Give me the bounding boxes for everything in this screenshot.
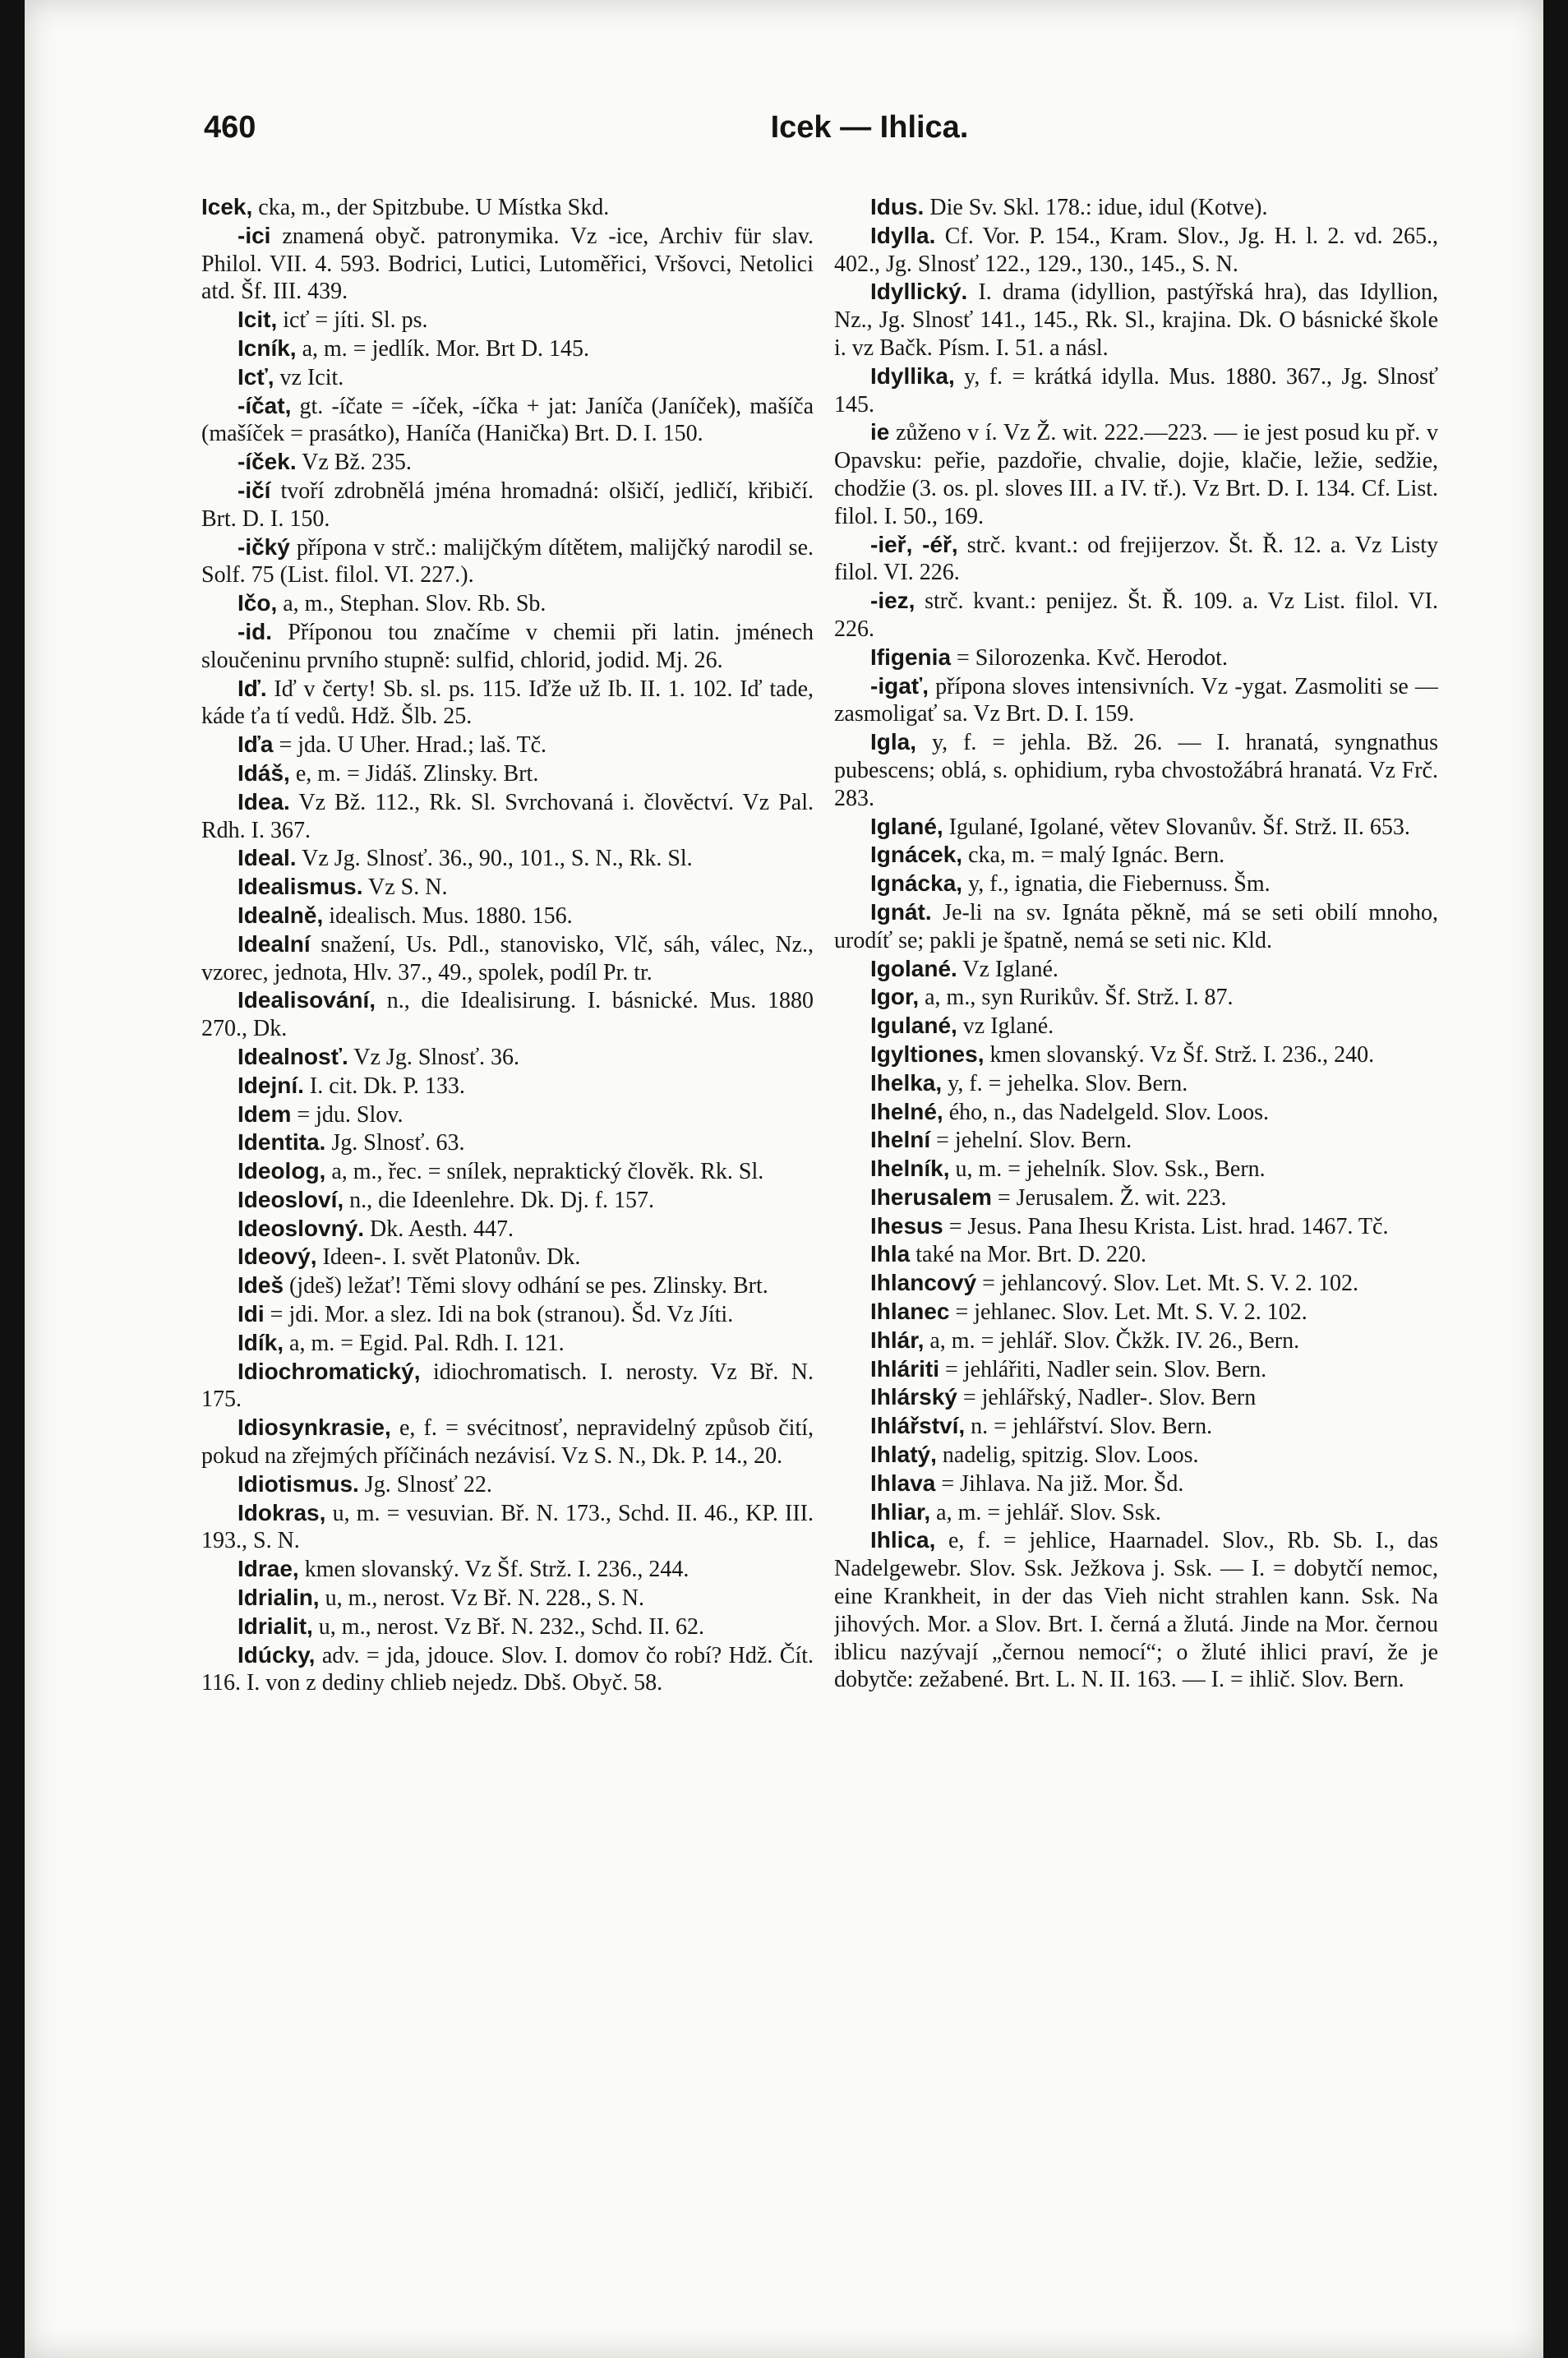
entry-text: ého, n., das Nadelgeld. Slov. Loos. bbox=[948, 1099, 1270, 1125]
entry-text: cka, m. = malý Ignác. Bern. bbox=[968, 842, 1225, 869]
entry-headword: Ideal. bbox=[238, 845, 297, 871]
entry-headword: Ihlatý, bbox=[870, 1442, 937, 1468]
entry-headword: Ideový, bbox=[238, 1244, 317, 1270]
entry-text: adv. = jda, jdouce. Slov. I. domov čo robí? Hdž. Čít. 116. I. von z dediny chlieb nejedz. Dbš. Obyč. 58. bbox=[201, 1642, 814, 1696]
entry-headword: Igyltiones, bbox=[870, 1041, 985, 1067]
entry-headword: Idus. bbox=[870, 194, 925, 219]
dictionary-entry bbox=[201, 731, 814, 759]
entry-headword: Ihlanec bbox=[870, 1299, 950, 1325]
dictionary-entry bbox=[201, 193, 814, 222]
dictionary-entry bbox=[201, 1101, 814, 1129]
entry-headword: Ifigenia bbox=[870, 644, 952, 670]
entry-headword: Idejní. bbox=[238, 1072, 304, 1098]
entry-headword: Ignácek, bbox=[870, 842, 963, 868]
entry-headword: Ihlancový bbox=[870, 1270, 977, 1296]
entry-text: = Jihlava. Na již. Mor. Šd. bbox=[941, 1470, 1184, 1497]
left-column bbox=[201, 193, 814, 2297]
dictionary-entry bbox=[201, 1243, 814, 1271]
dictionary-entry bbox=[201, 1215, 814, 1244]
dictionary-entry bbox=[201, 1329, 814, 1358]
entry-text: také na Mor. Brt. D. 220. bbox=[915, 1242, 1146, 1268]
dictionary-entry bbox=[834, 1184, 1438, 1212]
entry-text: strč. kvant.: od frejijerzov. Št. Ř. 12. a. Vz Listy filol. VI. 226. bbox=[834, 532, 1438, 586]
entry-text: = Jesus. Pana Ihesu Krista. List. hrad. 1467. Tč. bbox=[948, 1213, 1389, 1239]
entry-text: e, f. = jehlice, Haarnadel. Slov., Rb. Sb. I., das Nadelgewebr. Slov. Ssk. Ježkova j. Ssk. — I. = dobytčí nemoc, eine Krankheit, in der das Vieh nicht strahlen kann. Ssk. Na jihových. Mor. a Slov. Brt. I. černá a žlutá. Jinde na Mor. černou iblicu nazývají „černou nemocí“; o žluté ihlici praví, že je dobytče: zežabené. Brt. L. N. II. 163. — I. = ihlič. Slov. Bern. bbox=[834, 1528, 1438, 1693]
entry-text: tvoří zdrobnělá jména hromadná: olšičí, jedličí, křibičí. Brt. D. I. 150. bbox=[201, 478, 814, 532]
dictionary-page bbox=[25, 0, 1543, 2358]
entry-headword: Idyllika, bbox=[870, 362, 955, 389]
entry-text: a, m. = jehlář. Slov. Čkžk. IV. 26., Bern. bbox=[929, 1327, 1300, 1354]
entry-headword: Idiosynkrasie, bbox=[238, 1414, 391, 1441]
dictionary-entry bbox=[834, 870, 1438, 898]
entry-text: = Silorozenka. Kvč. Herodot. bbox=[957, 644, 1228, 671]
dictionary-entry bbox=[201, 873, 814, 902]
dictionary-entry bbox=[834, 898, 1438, 955]
entry-text: a, m. = Egid. Pal. Rdh. I. 121. bbox=[289, 1330, 565, 1356]
entry-headword: -íček. bbox=[238, 449, 297, 475]
dictionary-entry bbox=[834, 1298, 1438, 1327]
entry-headword: Idealně, bbox=[238, 902, 324, 928]
entry-headword: Ihliar, bbox=[870, 1498, 931, 1525]
dictionary-entry bbox=[201, 1470, 814, 1499]
entry-text: znamená obyč. patronymika. Vz -ice, Archiv für slav. Philol. VII. 4. 593. Bodrici, Lutici, Lutoměřici, Vršovci, Netolici atd. Šf. III. 439. bbox=[201, 223, 814, 305]
dictionary-entry bbox=[201, 1072, 814, 1101]
entry-text: kmen slovanský. Vz Šf. Strž. I. 236., 244. bbox=[304, 1557, 689, 1583]
entry-text: strč. kvant.: penijez. Št. Ř. 109. a. Vz List. filol. VI. 226. bbox=[834, 588, 1438, 642]
dictionary-entry bbox=[201, 1157, 814, 1186]
entry-headword: Ihlava bbox=[870, 1470, 936, 1496]
entry-text: a, m. = jedlík. Mor. Brt D. 145. bbox=[302, 335, 590, 362]
dictionary-entry bbox=[834, 193, 1438, 222]
entry-text: = jda. U Uher. Hrad.; laš. Tč. bbox=[279, 732, 547, 759]
dictionary-entry bbox=[201, 589, 814, 618]
entry-text: Ideen-. I. svět Platonův. Dk. bbox=[322, 1244, 581, 1271]
dictionary-entry bbox=[201, 477, 814, 533]
entry-headword: Icek, bbox=[201, 194, 253, 219]
entry-headword: Icník, bbox=[238, 335, 297, 361]
dictionary-entry bbox=[834, 1526, 1438, 1694]
entry-headword: Ideosloví, bbox=[238, 1186, 344, 1212]
entry-headword: Ihlářství, bbox=[870, 1413, 966, 1439]
entry-text: y, f. = jehelka. Slov. Bern. bbox=[948, 1070, 1188, 1096]
entry-text: Vz Jg. Slnosť. 36., 90., 101., S. N., Rk. Sl. bbox=[302, 846, 693, 872]
dictionary-entry bbox=[834, 1412, 1438, 1441]
entry-headword: Idea. bbox=[238, 788, 290, 814]
entry-headword: Igulané, bbox=[870, 1013, 957, 1039]
entry-text: Jg. Slnosť. 63. bbox=[331, 1130, 465, 1156]
entry-text: = jdu. Slov. bbox=[297, 1101, 404, 1128]
entry-headword: -ici bbox=[238, 222, 271, 248]
entry-text: u, m. = vesuvian. Bř. N. 173., Schd. II. 46., KP. III. 193., S. N. bbox=[201, 1500, 814, 1554]
entry-text: = jdi. Mor. a slez. Idi na bok (stranou). Šd. Vz Jíti. bbox=[270, 1302, 734, 1328]
dictionary-entry bbox=[201, 759, 814, 788]
entry-headword: Igolané. bbox=[870, 955, 957, 981]
dictionary-entry bbox=[201, 1555, 814, 1584]
entry-text: e, f. = svécitnosť, nepravidelný způsob čití, pokud na zřejmých příčinách nezávisí. Vz S. N., Dk. P. 14., 20. bbox=[201, 1415, 814, 1470]
entry-text: vz Iglané. bbox=[962, 1013, 1054, 1040]
entry-text: a, m. = jehlář. Slov. Ssk. bbox=[936, 1499, 1161, 1525]
entry-text: Příponou tou značíme v chemii při latin. jménech sloučeninu prvního stupně: sulfid, chlorid, jodid. Mj. 26. bbox=[201, 619, 814, 673]
entry-text: a, m., syn Rurikův. Šf. Strž. I. 87. bbox=[925, 985, 1234, 1011]
entry-text: Vz Bž. 112., Rk. Sl. Svrchovaná i. člověctví. Vz Pal. Rdh. I. 367. bbox=[201, 789, 814, 843]
entry-text: idiochromatisch. I. nerosty. Vz Bř. N. 175. bbox=[201, 1359, 814, 1413]
entry-text: = jehlářský, Nadler-. Slov. Bern bbox=[962, 1385, 1257, 1411]
entry-headword: Ihlica, bbox=[870, 1527, 936, 1553]
entry-text: nadelig, spitzig. Slov. Loos. bbox=[942, 1442, 1199, 1469]
entry-headword: Ignácka, bbox=[870, 870, 963, 897]
entry-text: = Jerusalem. Ž. wit. 223. bbox=[997, 1184, 1227, 1211]
dictionary-entry bbox=[201, 1641, 814, 1698]
entry-text: Vz Iglané. bbox=[962, 956, 1058, 982]
entry-headword: Icť, bbox=[238, 363, 274, 390]
entry-text: y, f. = krátká idylla. Mus. 1880. 367., Jg. Slnosť 145. bbox=[834, 363, 1438, 418]
dictionary-entry bbox=[201, 788, 814, 845]
entry-headword: -id. bbox=[238, 618, 272, 644]
entry-text: a, m., Stephan. Slov. Rb. Sb. bbox=[283, 591, 546, 617]
entry-text: vz Icit. bbox=[279, 364, 344, 390]
entry-text: n., die Ideenlehre. Dk. Dj. f. 157. bbox=[349, 1187, 655, 1213]
entry-headword: Idík, bbox=[238, 1329, 284, 1355]
dictionary-entry bbox=[201, 1499, 814, 1556]
entry-headword: Ihelka, bbox=[870, 1069, 943, 1096]
entry-headword: -íčat, bbox=[238, 392, 292, 418]
entry-headword: Igla, bbox=[870, 729, 917, 755]
entry-text: = jehlancový. Slov. Let. Mt. S. V. 2. 102. bbox=[982, 1271, 1359, 1297]
entry-text: n., die Idealisirung. I. básnické. Mus. 1880 270., Dk. bbox=[201, 988, 814, 1042]
dictionary-entry bbox=[834, 222, 1438, 279]
entry-headword: Idem bbox=[238, 1101, 292, 1127]
entry-headword: Idylla. bbox=[870, 222, 936, 248]
entry-text: zůženo v í. Vz Ž. wit. 222.—223. — ie jest posud ku př. v Opavsku: peřie, pazdořie, chvalie, dojie, klačie, ležie, sedžie, chodžie (3. os. pl. sloves III. a IV. tř.). Vz Brt. D. I. 134. Cf. List. filol. I. 50., 169. bbox=[834, 420, 1438, 529]
dictionary-entry bbox=[834, 418, 1438, 530]
dictionary-entry bbox=[201, 1358, 814, 1414]
page-header bbox=[204, 110, 1535, 153]
dictionary-entry bbox=[834, 1012, 1438, 1041]
entry-headword: Idealnosť. bbox=[238, 1043, 348, 1069]
dictionary-entry bbox=[834, 1498, 1438, 1527]
dictionary-entry bbox=[834, 1126, 1438, 1155]
dictionary-entry bbox=[834, 728, 1438, 812]
dictionary-entry bbox=[201, 306, 814, 335]
running-head: Icek — Ihlica. bbox=[770, 110, 969, 145]
entry-text: Jg. Slnosť 22. bbox=[364, 1471, 492, 1497]
entry-text: Vz Bž. 235. bbox=[302, 450, 412, 476]
entry-text: cka, m., der Spitzbube. U Místka Skd. bbox=[258, 195, 610, 220]
entry-text: n. = jehlářství. Slov. Bern. bbox=[971, 1414, 1213, 1440]
entry-text: u, m., nerost. Vz Bř. N. 228., S. N. bbox=[325, 1585, 644, 1612]
entry-text: idealisch. Mus. 1880. 156. bbox=[329, 902, 573, 929]
entry-headword: Idiochromatický, bbox=[238, 1358, 421, 1384]
dictionary-entry bbox=[201, 335, 814, 363]
dictionary-entry bbox=[201, 222, 814, 306]
entry-headword: Identita. bbox=[238, 1129, 326, 1156]
dictionary-entry bbox=[834, 672, 1438, 729]
dictionary-entry bbox=[834, 1098, 1438, 1127]
dictionary-entry bbox=[834, 1212, 1438, 1241]
entry-headword: Idrialit, bbox=[238, 1613, 313, 1639]
dictionary-entry bbox=[201, 902, 814, 930]
entry-text: I. cit. Dk. P. 133. bbox=[309, 1073, 465, 1099]
page-number: 460 bbox=[204, 110, 256, 145]
entry-text: u, m., nerost. Vz Bř. N. 232., Schd. II. 62. bbox=[318, 1613, 705, 1640]
entry-headword: Ihelník, bbox=[870, 1156, 950, 1182]
dictionary-entry bbox=[834, 1355, 1438, 1384]
entry-headword: Ideš bbox=[238, 1272, 284, 1299]
dictionary-entry bbox=[834, 841, 1438, 870]
dictionary-entry bbox=[201, 1414, 814, 1470]
entry-text: Vz Jg. Slnosť. 36. bbox=[353, 1044, 520, 1070]
entry-text: icť = jíti. Sl. ps. bbox=[283, 307, 428, 334]
entry-text: přípona sloves intensivních. Vz -ygat. Zasmoliti se — zasmoligať sa. Vz Brt. D. I. 159. bbox=[834, 673, 1438, 727]
entry-headword: Ihelní bbox=[870, 1127, 931, 1153]
dictionary-entry bbox=[201, 986, 814, 1043]
dictionary-entry bbox=[201, 1128, 814, 1157]
entry-text: Igulané, Igolané, větev Slovanův. Šf. Strž. II. 653. bbox=[948, 814, 1410, 840]
entry-headword: Ihlár, bbox=[870, 1327, 925, 1353]
dictionary-entry bbox=[834, 1041, 1438, 1069]
entry-text: snažení, Us. Pdl., stanovisko, Vlč, sáh, válec, Nz., vzorec, jednota, Hlv. 37., 49., spolek, podíl Pr. tr. bbox=[201, 931, 814, 985]
entry-headword: Idealní bbox=[238, 930, 311, 957]
entry-text: y, f., ignatia, die Fiebernuss. Šm. bbox=[968, 871, 1271, 898]
dictionary-entry bbox=[201, 448, 814, 477]
entry-headword: Idúcky, bbox=[238, 1641, 316, 1668]
entry-headword: Idáš, bbox=[238, 759, 290, 786]
dictionary-entry bbox=[834, 1470, 1438, 1498]
dictionary-entry bbox=[834, 1069, 1438, 1098]
entry-text: přípona v strč.: malijčkým dítětem, malijčký narodil se. Solf. 75 (List. filol. VI. 227.). bbox=[201, 534, 814, 588]
dictionary-entry bbox=[834, 644, 1438, 672]
entry-headword: Iď. bbox=[238, 675, 267, 701]
entry-headword: Ihla bbox=[870, 1241, 911, 1267]
dictionary-entry bbox=[201, 930, 814, 987]
entry-headword: Idealisování, bbox=[238, 987, 376, 1013]
dictionary-entry bbox=[201, 1043, 814, 1072]
entry-headword: -ieř, -éř, bbox=[870, 531, 958, 557]
dictionary-entry bbox=[201, 1300, 814, 1329]
entry-headword: Ičo, bbox=[238, 590, 278, 616]
entry-text: a, m., řec. = snílek, nepraktický člověk. Rk. Sl. bbox=[331, 1159, 764, 1185]
dictionary-entry bbox=[834, 587, 1438, 644]
entry-headword: Idi bbox=[238, 1301, 265, 1327]
dictionary-entry bbox=[834, 983, 1438, 1012]
entry-headword: Ihelné, bbox=[870, 1098, 943, 1124]
entry-text: Dk. Aesth. 447. bbox=[370, 1216, 514, 1242]
entry-headword: Icit, bbox=[238, 307, 278, 333]
dictionary-entry bbox=[834, 1327, 1438, 1355]
entry-headword: Idrae, bbox=[238, 1556, 299, 1582]
entry-text: Je-li na sv. Ignáta pěkně, má se seti obilí mnoho, urodíť se; pakli je špatně, nemá se seti nic. Kld. bbox=[834, 899, 1438, 953]
entry-headword: Ihesus bbox=[870, 1212, 943, 1239]
entry-text: e, m. = Jidáš. Zlinsky. Brt. bbox=[295, 760, 539, 787]
entry-headword: -igať, bbox=[870, 672, 929, 699]
entry-headword: -ičký bbox=[238, 533, 290, 560]
entry-headword: Iďa bbox=[238, 731, 274, 758]
dictionary-entry bbox=[834, 813, 1438, 842]
dictionary-entry bbox=[834, 362, 1438, 419]
dictionary-entry bbox=[834, 531, 1438, 588]
entry-headword: ie bbox=[870, 419, 890, 445]
dictionary-entry bbox=[201, 844, 814, 873]
entry-headword: Idyllický. bbox=[870, 279, 968, 305]
entry-text: = jehelní. Slov. Bern. bbox=[936, 1128, 1132, 1154]
entry-text: kmen slovanský. Vz Šf. Strž. I. 236., 240. bbox=[989, 1041, 1375, 1068]
entry-headword: Igor, bbox=[870, 984, 920, 1010]
entry-text: = jehlářiti, Nadler sein. Slov. Bern. bbox=[945, 1356, 1267, 1382]
dictionary-entry bbox=[201, 1613, 814, 1641]
entry-headword: Ideoslovný. bbox=[238, 1215, 365, 1241]
entry-text: gt. -íčate = -íček, -íčka + jat: Janíča (Janíček), mašíča (mašíček = prasátko), Haníča (Hanička) Brt. D. I. 150. bbox=[201, 393, 814, 447]
dictionary-entry bbox=[201, 675, 814, 731]
entry-text: I. drama (idyllion, pastýřská hra), das Idyllion, Nz., Jg. Slnosť 141., 145., Rk. Sl., krajina. Dk. O básnické škole i. vz Bačk. Písm. I. 51. a násl. bbox=[834, 279, 1438, 361]
dictionary-entry bbox=[201, 392, 814, 449]
entry-headword: Idokras, bbox=[238, 1499, 326, 1525]
entry-headword: -iez, bbox=[870, 588, 915, 614]
dictionary-entry bbox=[201, 363, 814, 392]
dictionary-entry bbox=[834, 1441, 1438, 1470]
dictionary-entry bbox=[201, 618, 814, 675]
entry-headword: Idiotismus. bbox=[238, 1470, 359, 1497]
entry-headword: Ihlárský bbox=[870, 1384, 957, 1410]
right-column bbox=[834, 193, 1438, 2297]
entry-text: y, f. = jehla. Bž. 26. — I. hranatá, syngnathus pubescens; oblá, s. ophidium, ryba chvostožábrá hranatá. Vz Frč. 283. bbox=[834, 730, 1438, 811]
dictionary-entry bbox=[201, 1584, 814, 1613]
entry-text: = jehlanec. Slov. Let. Mt. S. V. 2. 102. bbox=[955, 1299, 1307, 1326]
dictionary-entry bbox=[834, 955, 1438, 984]
dictionary-entry bbox=[201, 1186, 814, 1215]
entry-headword: Ignát. bbox=[870, 898, 932, 925]
dictionary-entry bbox=[834, 278, 1438, 362]
entry-text: Die Sv. Skl. 178.: idue, idul (Kotve). bbox=[929, 195, 1268, 220]
dictionary-entry bbox=[201, 533, 814, 590]
entry-headword: Iherusalem bbox=[870, 1184, 992, 1210]
entry-headword: Idealismus. bbox=[238, 874, 363, 900]
entry-headword: Idrialin, bbox=[238, 1585, 320, 1611]
entry-headword: Iglané, bbox=[870, 813, 943, 839]
entry-text: (jdeš) ležať! Těmi slovy odhání se pes. Zlinsky. Brt. bbox=[289, 1273, 768, 1299]
entry-text: u, m. = jehelník. Slov. Ssk., Bern. bbox=[955, 1156, 1266, 1183]
dictionary-entry bbox=[834, 1383, 1438, 1412]
entry-headword: -ičí bbox=[238, 477, 271, 503]
entry-headword: Ihláriti bbox=[870, 1355, 940, 1382]
entry-text: Vz S. N. bbox=[368, 874, 448, 901]
dictionary-entry bbox=[201, 1271, 814, 1300]
dictionary-entry bbox=[834, 1155, 1438, 1184]
dictionary-entry bbox=[834, 1240, 1438, 1269]
entry-text: Iď v čerty! Sb. sl. ps. 115. Iďže už Ib. II. 1. 102. Iď tade, káde ťa tí vedů. Hdž. Šlb. 25. bbox=[201, 676, 814, 730]
dictionary-entry bbox=[834, 1269, 1438, 1298]
entry-headword: Ideolog, bbox=[238, 1158, 326, 1184]
entry-text: Cf. Vor. P. 154., Kram. Slov., Jg. H. l. 2. vd. 265., 402., Jg. Slnosť 122., 129., 130., 145., S. N. bbox=[834, 223, 1438, 277]
